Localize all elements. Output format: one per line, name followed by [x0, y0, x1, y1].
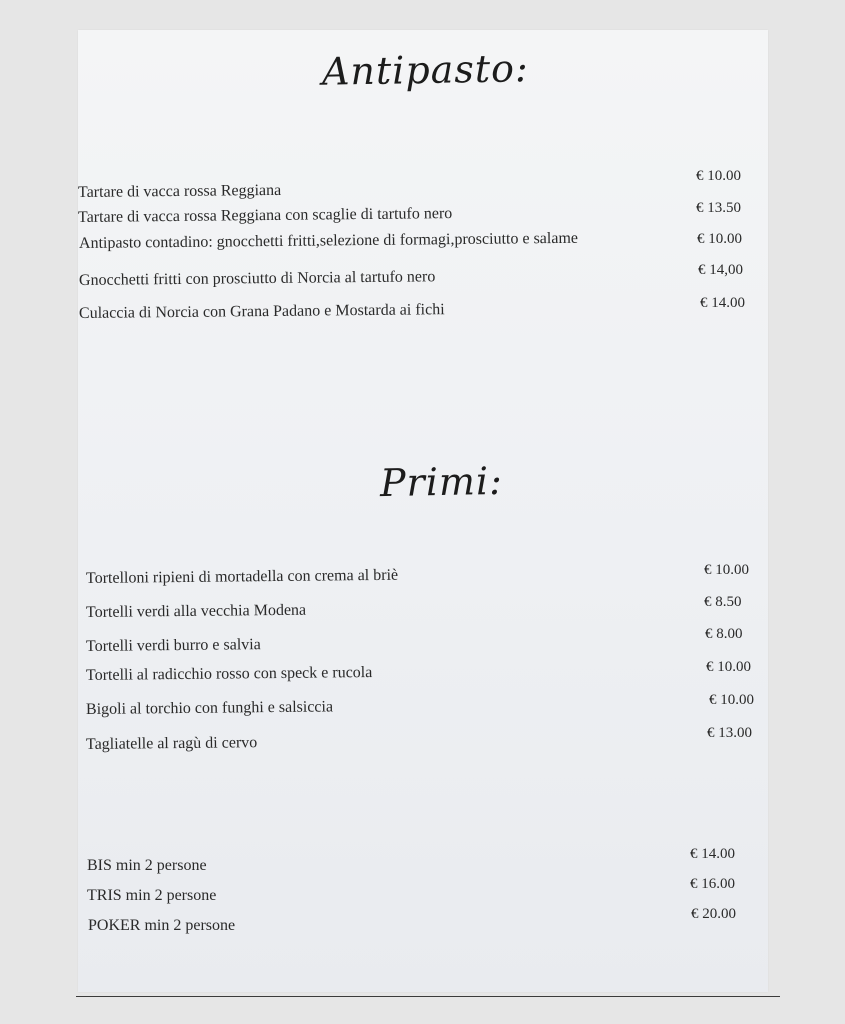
antipasto-item-name: Tartare di vacca rossa Reggiana [77, 181, 282, 201]
primi-item-name: Tortelli al radicchio rosso con speck e rucola [85, 664, 373, 684]
bottom-divider [76, 996, 780, 997]
primi-item-price: € 8.50 [704, 594, 742, 610]
combo-item-name: POKER min 2 persone [88, 917, 236, 934]
primi-item-price: € 10.00 [704, 562, 749, 578]
primi-item-price: € 13.00 [707, 725, 752, 741]
antipasto-item-name: Culaccia di Norcia con Grana Padano e Mostarda ai fichi [78, 301, 445, 322]
primi-item-price: € 10.00 [706, 659, 751, 675]
primi-item-name: Tortelloni ripieni di mortadella con crema al briè [85, 566, 399, 587]
combo-item-price: € 20.00 [691, 906, 736, 922]
antipasto-item-price: € 10.00 [697, 231, 742, 247]
antipasto-item-price: € 13.50 [696, 200, 741, 216]
primi-item-price: € 8.00 [705, 626, 743, 642]
antipasto-item-price: € 10.00 [696, 168, 741, 184]
primi-item-name: Tagliatelle al ragù di cervo [85, 734, 258, 753]
primi-item-price: € 10.00 [709, 692, 754, 708]
antipasto-item-name: Tartare di vacca rossa Reggiana con scaglie di tartufo nero [77, 205, 453, 226]
primi-item-name: Tortelli verdi burro e salvia [85, 636, 261, 655]
primi-item-name: Tortelli verdi alla vecchia Modena [85, 601, 307, 621]
section-title-primi: Primi: [379, 458, 504, 506]
combo-item-price: € 16.00 [690, 876, 735, 892]
antipasto-item-name: Gnocchetti fritti con prosciutto di Norcia al tartufo nero [78, 268, 436, 289]
section-title-antipasto: Antipasto: [321, 46, 530, 94]
combo-item-name: BIS min 2 persone [87, 857, 207, 874]
antipasto-item-price: € 14.00 [700, 295, 745, 311]
antipasto-item-price: € 14,00 [698, 262, 743, 278]
combo-item-name: TRIS min 2 persone [87, 887, 217, 904]
menu-page [78, 30, 768, 992]
antipasto-item-name: Antipasto contadino: gnocchetti fritti,selezione di formagi,prosciutto e salame [78, 229, 579, 252]
primi-item-name: Bigoli al torchio con funghi e salsiccia [85, 698, 334, 718]
combo-item-price: € 14.00 [690, 846, 735, 862]
